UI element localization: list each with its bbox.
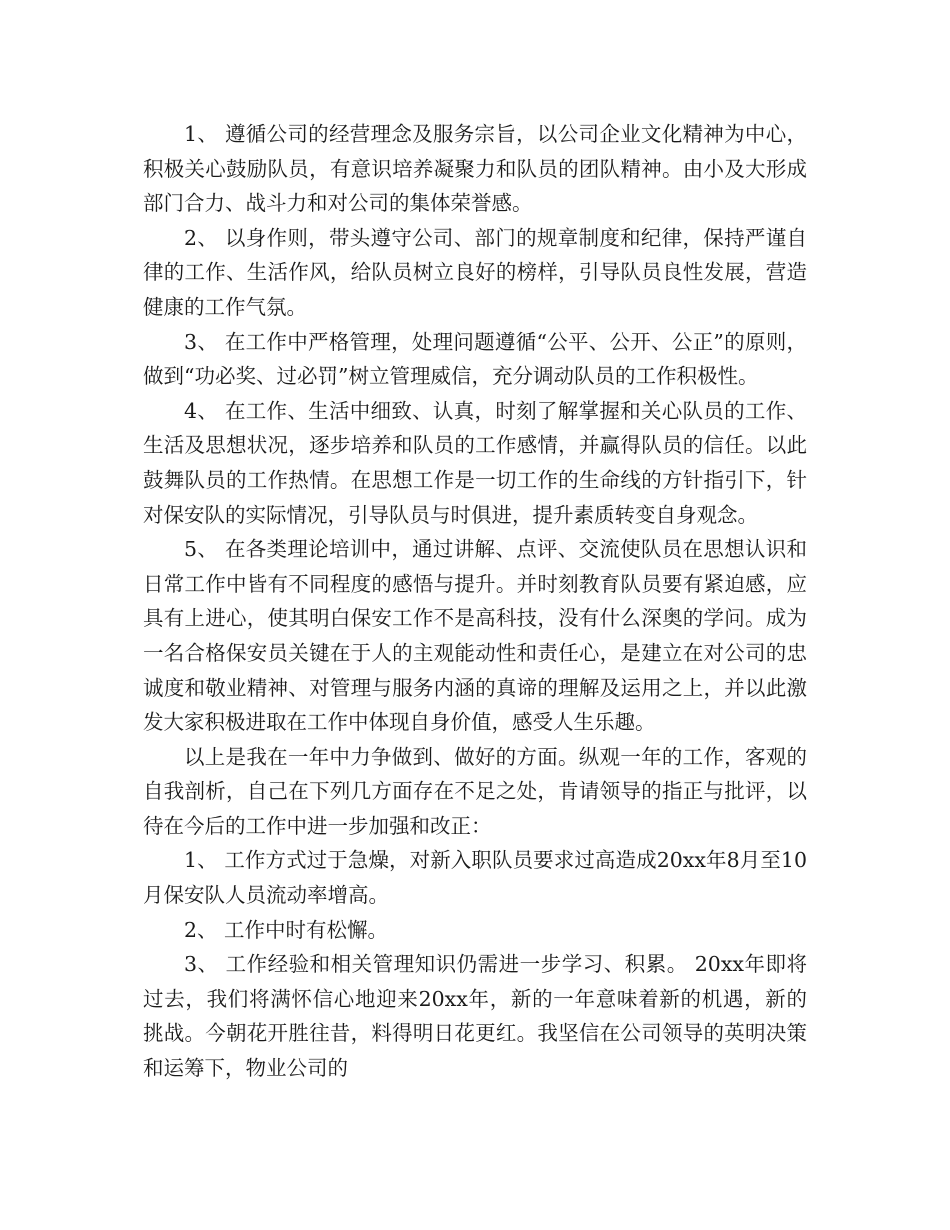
document-body	[143, 117, 807, 1086]
shortcoming-item-2: 2、 工作中时有松懈。	[184, 917, 389, 942]
paragraph-item-1: 1、 遵循公司的经营理念及服务宗旨，以公司企业文化精神为中心，积极关心鼓励队员，有意识培养凝聚力和队员的团队精神。由小及大形成部门合力、战斗力和对公司的集体荣誉感。	[143, 122, 807, 216]
shortcoming-item-3: 3、 工作经验和相关管理知识仍需进一步学习、积累。 20xx年即将过去，我们将满怀信心地迎来20xx年，新的一年意味着新的机遇，新的挑战。今朝花开胜往昔，料得明日花更红。我坚信在公司领导的英明决策和运筹下，物业公司的	[143, 952, 807, 1081]
shortcoming-item-1: 1、 工作方式过于急燥，对新入职队员要求过高造成20xx年8月至10月保安队人员流动率增高。	[143, 848, 807, 908]
paragraph-item-5: 5、 在各类理论培训中，通过讲解、点评、交流使队员在思想认识和日常工作中皆有不同程度的感悟与提升。并时刻教育队员要有紧迫感，应具有上进心，使其明白保安工作不是高科技，没有什么深奥的学问。成为一名合格保安员关键在于人的主观能动性和责任心，是建立在对公司的忠诚度和敬业精神、对管理与服务内涵的真谛的理解及运用之上，并以此激发大家积极进取在工作中体现自身价值，感受人生乐趣。	[143, 537, 807, 735]
paragraph-item-4: 4、 在工作、生活中细致、认真，时刻了解掌握和关心队员的工作、生活及思想状况，逐步培养和队员的工作感情，并赢得队员的信任。以此鼓舞队员的工作热情。在思想工作是一切工作的生命线的方针指引下，针对保安队的实际情况，引导队员与时俱进，提升素质转变自身观念。	[143, 398, 807, 527]
paragraph-item-2: 2、 以身作则，带头遵守公司、部门的规章制度和纪律，保持严谨自律的工作、生活作风，给队员树立良好的榜样，引导队员良性发展，营造健康的工作气氛。	[143, 225, 807, 319]
paragraph-item-3: 3、 在工作中严格管理，处理问题遵循“公平、公开、公正”的原则，做到“功必奖、过必罚”树立管理威信，充分调动队员的工作积极性。	[143, 329, 807, 389]
summary-paragraph: 以上是我在一年中力争做到、做好的方面。纵观一年的工作，客观的自我剖析，自己在下列几方面存在不足之处，肯请领导的指正与批评，以待在今后的工作中进一步加强和改正：	[143, 744, 807, 838]
